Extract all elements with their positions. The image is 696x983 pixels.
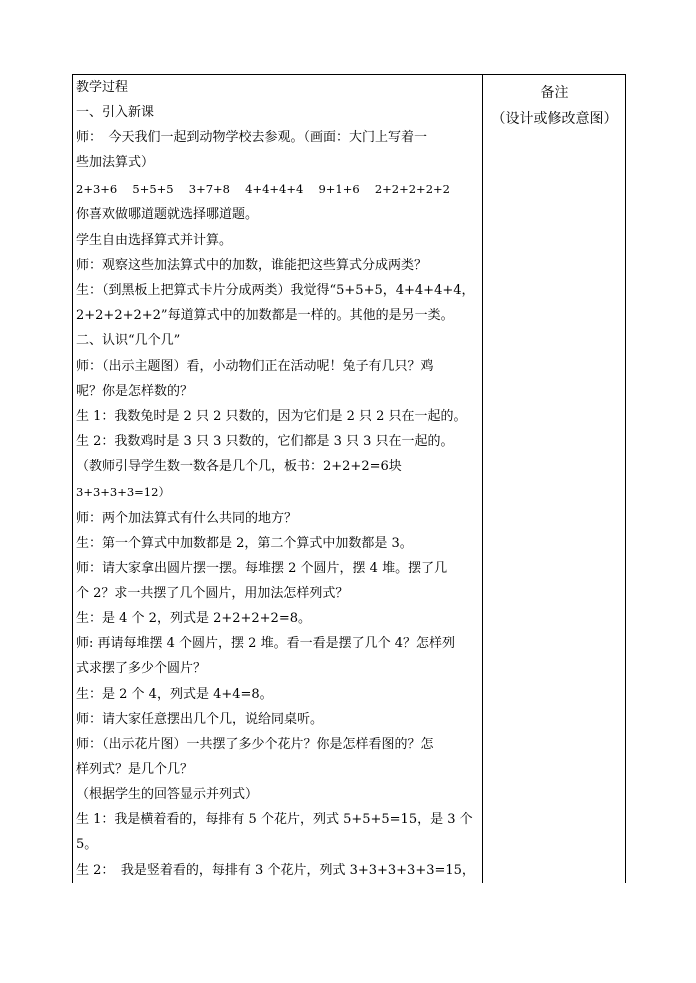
lesson-line: （根据学生的回答显示并列式） [76,787,259,802]
column-divider [482,74,483,883]
lesson-line: （教师引导学生数一数各是几个几，板书：2+2+2=6块 [76,459,402,474]
lesson-line: 教学过程 [76,80,129,95]
lesson-line: 学生自由选择算式并计算。 [76,233,233,248]
lesson-line: 生 2： 我是竖着看的，每排有 3 个花片，列式 3+3+3+3+3=15， [76,863,475,878]
lesson-line: 生 1：我数兔时是 2 只 2 只数的，因为它们是 2 只 2 只在一起的。 [76,409,467,424]
notes-title: 备注 [540,85,569,101]
lesson-line: 二、认识“几个几” [76,333,181,348]
lesson-line: 个 2？求一共摆了几个圆片，用加法怎样列式？ [76,586,349,601]
lesson-line: 些加法算式） [76,155,155,170]
lesson-line: 师：请大家拿出圆片摆一摆。每堆摆 2 个圆片，摆 4 堆。摆了几 [76,561,448,576]
lesson-line: 师：请大家任意摆出几个几，说给同桌听。 [76,712,324,727]
lesson-line: 师: 再请每堆摆 4 个圆片，摆 2 堆。看一看是摆了几个 4？怎样列 [76,636,455,651]
lesson-line: 生 2：我数鸡时是 3 只 3 只数的，它们都是 3 只 3 只在一起的。 [76,434,454,449]
lesson-line: 师：两个加法算式有什么共同的地方？ [76,511,298,526]
lesson-line: 5。 [76,837,98,852]
notes-subtitle: （设计或修改意图） [491,111,618,127]
lesson-line: 样列式？是几个几？ [76,762,194,777]
lesson-line: 生：是 4 个 2，列式是 2+2+2+2=8。 [76,611,311,626]
lesson-line: 呢？你是怎样数的？ [76,384,194,399]
lesson-line: 2+3+6 5+5+5 3+7+8 4+4+4+4 9+1+6 2+2+2+2+2 [76,182,450,196]
lesson-line: 一、引入新课 [76,105,155,120]
lesson-line: 师：（出示花片图）一共摆了多少个花片？你是怎样看图的？怎 [76,737,434,752]
lesson-line: 师：（出示主题图）看，小动物们正在活动呢！兔子有几只？鸡 [76,359,434,374]
lesson-line: 生 1：我是横着看的，每排有 5 个花片，列式 5+5+5=15，是 3 个 [76,812,473,827]
notes-cell [483,80,626,132]
lesson-line: 3+3+3+3=12） [76,485,170,499]
lesson-line: 式求摆了多少个圆片？ [76,661,207,676]
lesson-line: 你喜欢做哪道题就选择哪道题。 [76,207,259,222]
lesson-line: 生：是 2 个 4，列式是 4+4=8。 [76,687,273,702]
lesson-line: 师：观察这些加法算式中的加数，谁能把这些算式分成两类？ [76,258,428,273]
lesson-line: 师： 今天我们一起到动物学校去参观。（画面：大门上写着一 [76,130,428,145]
lesson-line: 生：第一个算式中加数都是 2，第二个算式中加数都是 3。 [76,536,413,551]
lesson-line: 生：（到黑板上把算式卡片分成两类）我觉得“5+5+5，4+4+4+4， [76,283,475,298]
lesson-line: 2+2+2+2+2”每道算式中的加数都是一样的。其他的是另一类。 [76,308,454,323]
